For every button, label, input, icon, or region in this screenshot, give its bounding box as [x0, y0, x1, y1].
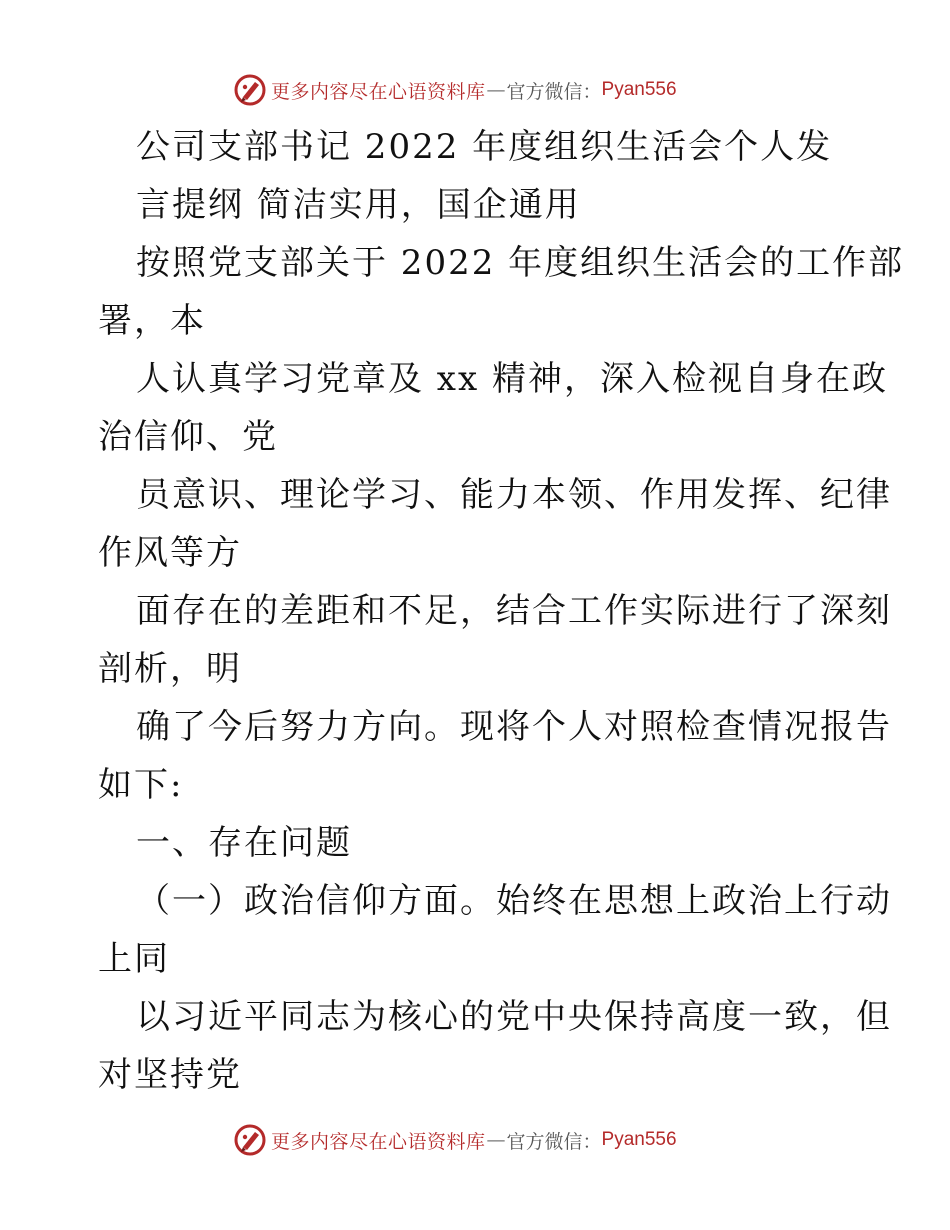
watermark-text: 更多内容尽在心语资料库: [271, 80, 486, 103]
text-line: 作风等方: [98, 533, 242, 573]
text-line: 对坚持党: [98, 1055, 242, 1095]
watermark-dash: —: [486, 1129, 506, 1151]
text-line: 以习近平同志为核心的党中央保持高度一致，但: [136, 997, 892, 1037]
text-line: 剖析，明: [98, 649, 242, 689]
pen-logo-icon: [233, 1123, 267, 1157]
text-line: 署，本: [98, 301, 206, 341]
text-line: 人认真学习党章及 xx 精神，深入检视自身在政: [136, 359, 888, 399]
section-heading: 一、存在问题: [136, 823, 352, 863]
document-body: [98, 118, 905, 1104]
watermark-wechat-id: Pyan556: [601, 1129, 677, 1150]
text-line: 上同: [98, 939, 170, 979]
footer-watermark: [233, 1122, 677, 1158]
watermark-wechat-label: 官方微信：: [506, 80, 602, 103]
text-line: 治信仰、党: [98, 417, 278, 457]
pen-logo-icon: [233, 73, 267, 107]
text-line: 公司支部书记 2022 年度组织生活会个人发: [136, 127, 833, 167]
text-line: 言提纲 简洁实用，国企通用: [136, 185, 581, 225]
text-line: 如下:: [98, 765, 184, 805]
watermark-wechat-id: Pyan556: [601, 79, 677, 100]
text-line: （一）政治信仰方面。始终在思想上政治上行动: [136, 881, 892, 921]
header-watermark: [233, 72, 677, 108]
watermark-text: 更多内容尽在心语资料库: [271, 1130, 486, 1153]
watermark-wechat-label: 官方微信：: [506, 1130, 602, 1153]
text-line: 面存在的差距和不足，结合工作实际进行了深刻: [136, 591, 892, 631]
text-line: 确了今后努力方向。现将个人对照检查情况报告: [136, 707, 892, 747]
text-line: 员意识、理论学习、能力本领、作用发挥、纪律: [136, 475, 892, 515]
text-line: 按照党支部关于 2022 年度组织生活会的工作部: [136, 243, 905, 283]
watermark-dash: —: [486, 79, 506, 101]
